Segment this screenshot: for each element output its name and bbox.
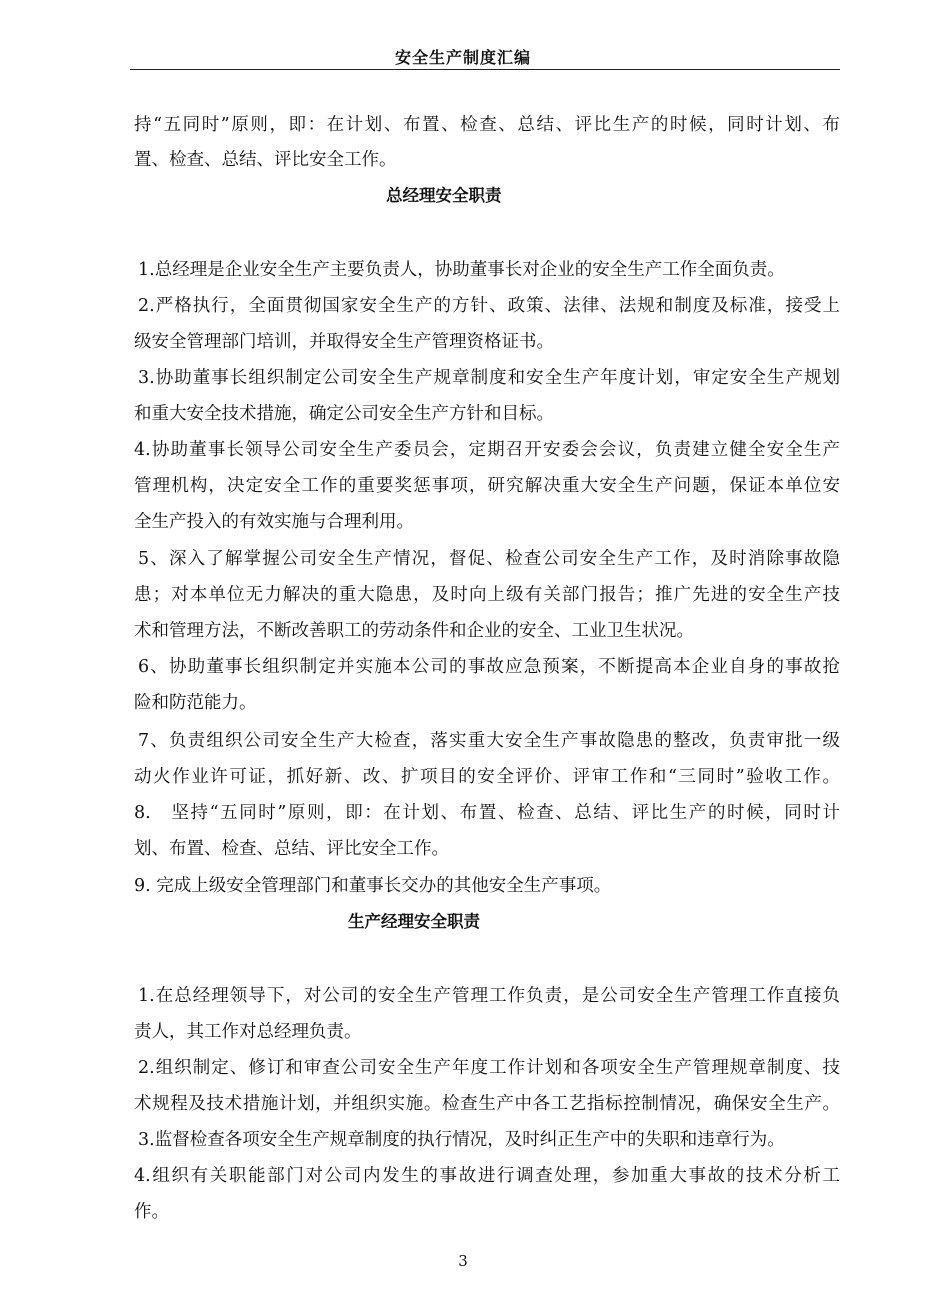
pm-item-4-line-2: 作。: [134, 1202, 169, 1222]
gm-item-7-line-1: 7、负责组织公司安全生产大检查，落实重大安全生产事故隐患的整改，负责审批一级: [138, 731, 840, 751]
gm-item-3-line-2: 和重大安全技术措施，确定公司安全生产方针和目标。: [134, 404, 554, 424]
pm-item-1-line-1: 1.在总经理领导下，对公司的安全生产管理工作负责，是公司安全生产管理工作直接负: [138, 986, 840, 1006]
gm-section-title: 总经理安全职责: [386, 186, 502, 205]
gm-item-8-line-2: 划、布置、检查、总结、评比安全工作。: [134, 839, 449, 859]
pm-item-2-line-2: 术规程及技术措施计划，并组织实施。检查生产中各工艺指标控制情况，确保安全生产。: [134, 1094, 840, 1114]
running-header-title: 安全生产制度汇编: [394, 48, 531, 67]
gm-item-2-line-2: 级安全管理部门培训，并取得安全生产管理资格证书。: [134, 332, 554, 352]
gm-item-4-line-1: 4.协助董事长领导公司安全生产委员会，定期召开安委会会议，负责建立健全安全生产: [134, 440, 840, 460]
gm-item-2-line-1: 2.严格执行，全面贯彻国家安全生产的方针、政策、法律、法规和制度及标准，接受上: [138, 296, 840, 316]
page-number: 3: [458, 1252, 468, 1270]
header-divider: [130, 69, 840, 70]
pm-item-4-line-1: 4.组织有关职能部门对公司内发生的事故进行调查处理，参加重大事故的技术分析工: [134, 1166, 840, 1186]
gm-item-9-line-1: 9. 完成上级安全管理部门和董事长交办的其他安全生产事项。: [134, 876, 612, 896]
gm-item-6-line-2: 险和防范能力。: [134, 693, 257, 713]
gm-item-1-line-1: 1.总经理是企业安全生产主要负责人，协助董事长对企业的安全生产工作全面负责。: [138, 260, 785, 280]
intro-line-1: 持“五同时”原则，即：在计划、布置、检查、总结、评比生产的时候，同时计划、布: [134, 115, 840, 135]
gm-item-5-line-2: 患；对本单位无力解决的重大隐患，及时向上级有关部门报告；推广先进的安全生产技: [134, 585, 840, 605]
pm-item-2-line-1: 2.组织制定、修订和审查公司安全生产年度工作计划和各项安全生产管理规章制度、技: [138, 1058, 840, 1078]
pm-item-3-line-1: 3.监督检查各项安全生产规章制度的执行情况，及时纠正生产中的失职和违章行为。: [138, 1130, 785, 1150]
gm-item-4-line-3: 全生产投入的有效实施与合理利用。: [134, 512, 414, 532]
gm-item-7-line-2: 动火作业许可证，抓好新、改、扩项目的安全评价、评审工作和“三同时”验收工作。: [134, 767, 840, 787]
intro-line-2: 置、检查、总结、评比安全工作。: [134, 150, 397, 170]
pm-section-title: 生产经理安全职责: [348, 912, 480, 931]
gm-item-5-line-3: 术和管理方法，不断改善职工的劳动条件和企业的安全、工业卫生状况。: [134, 621, 694, 641]
gm-item-5-line-1: 5、深入了解掌握公司安全生产情况，督促、检查公司安全生产工作，及时消除事故隐: [138, 549, 840, 569]
gm-item-8-line-1: 8. 坚持“五同时”原则，即：在计划、布置、检查、总结、评比生产的时候，同时计: [134, 803, 840, 823]
pm-item-1-line-2: 责人，其工作对总经理负责。: [134, 1022, 362, 1042]
gm-item-6-line-1: 6、协助董事长组织制定并实施本公司的事故应急预案，不断提高本企业自身的事故抢: [138, 657, 840, 677]
gm-item-4-line-2: 管理机构，决定安全工作的重要奖惩事项，研究解决重大安全生产问题，保证本单位安: [134, 476, 840, 496]
gm-item-3-line-1: 3.协助董事长组织制定公司安全生产规章制度和安全生产年度计划，审定安全生产规划: [138, 368, 840, 388]
